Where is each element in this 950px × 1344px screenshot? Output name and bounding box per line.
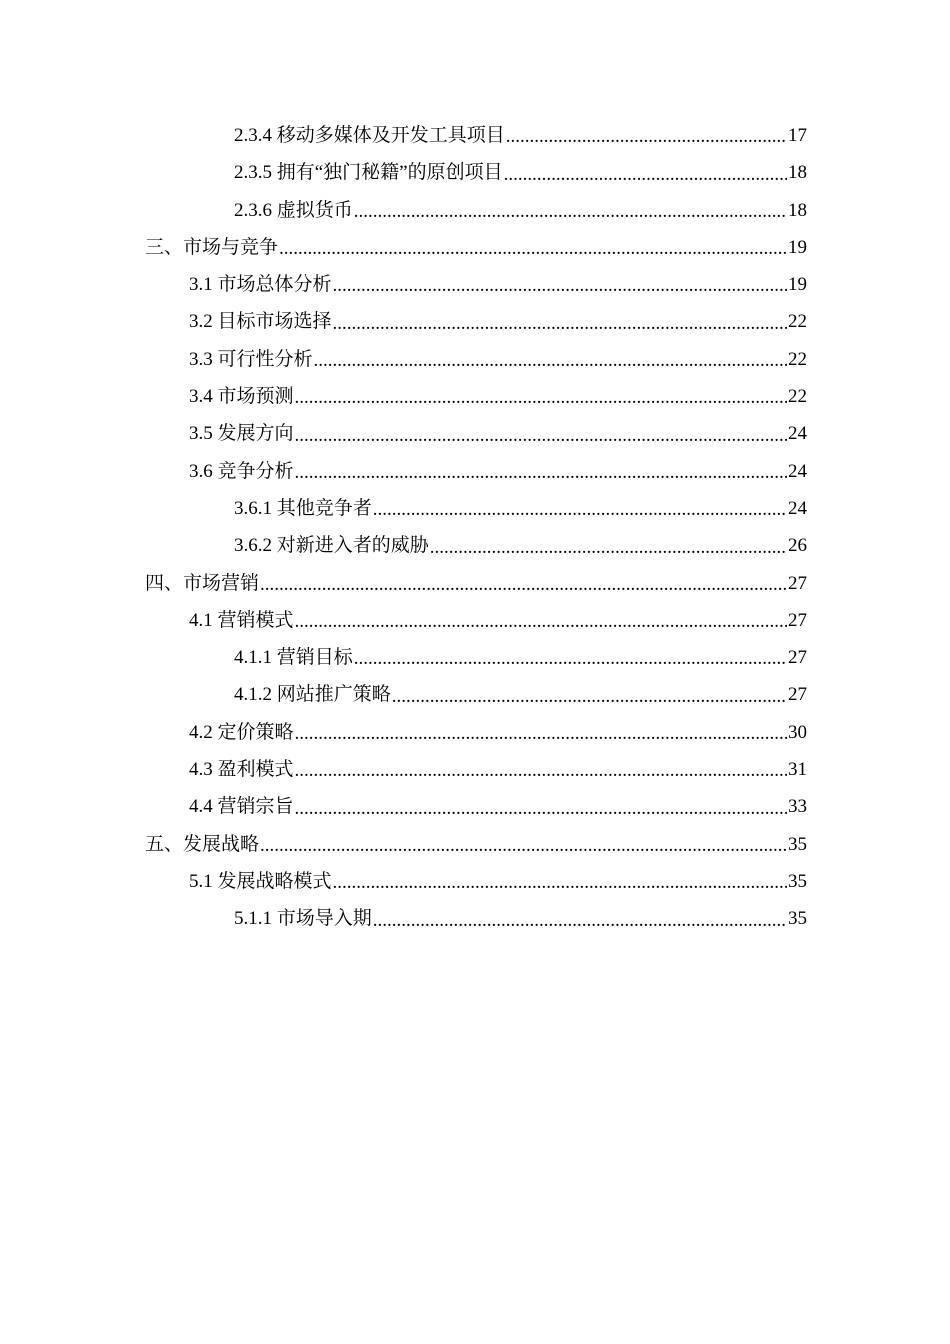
toc-entry[interactable] [145, 117, 807, 154]
toc-entry-title: 2.3.6 虚拟货币 [234, 199, 353, 221]
toc-entry[interactable] [145, 453, 807, 490]
toc-entry-page-number: 19 [788, 236, 807, 258]
toc-entry[interactable] [145, 676, 807, 713]
toc-dot-leader [354, 192, 787, 229]
toc-entry[interactable] [145, 639, 807, 676]
toc-entry-title: 4.2 定价策略 [189, 721, 294, 743]
toc-entry-page-number: 24 [788, 423, 807, 445]
toc-entry[interactable] [145, 378, 807, 415]
toc-entry-title: 4.1.1 营销目标 [234, 647, 353, 669]
toc-entry-page-number: 19 [788, 274, 807, 296]
toc-dot-leader [295, 714, 787, 751]
toc-entry-title: 3.1 市场总体分析 [189, 274, 332, 296]
toc-dot-leader [260, 826, 787, 863]
toc-entry-page-number: 22 [788, 386, 807, 408]
toc-dot-leader [295, 788, 787, 825]
toc-entry-page-number: 24 [788, 497, 807, 519]
toc-dot-leader [333, 863, 787, 900]
toc-entry-page-number: 27 [788, 572, 807, 594]
toc-dot-leader [279, 229, 787, 266]
toc-entry[interactable] [145, 341, 807, 378]
toc-entry-page-number: 24 [788, 460, 807, 482]
toc-entry[interactable] [145, 900, 807, 937]
toc-dot-leader [260, 565, 787, 602]
toc-entry-page-number: 35 [788, 908, 807, 930]
toc-entry-title: 3.3 可行性分析 [189, 348, 313, 370]
toc-entry[interactable] [145, 154, 807, 191]
toc-dot-leader [333, 266, 787, 303]
toc-entry-title: 五、发展战略 [145, 833, 260, 855]
toc-entry[interactable] [145, 863, 807, 900]
toc-dot-leader [354, 639, 787, 676]
toc-entry[interactable] [145, 266, 807, 303]
toc-dot-leader [504, 154, 787, 191]
toc-entry-page-number: 35 [788, 833, 807, 855]
toc-entry[interactable] [145, 751, 807, 788]
toc-dot-leader [506, 117, 787, 154]
toc-entry[interactable] [145, 826, 807, 863]
toc-dot-leader [373, 900, 787, 937]
toc-entry[interactable] [145, 303, 807, 340]
toc-entry-title: 3.2 目标市场选择 [189, 311, 332, 333]
toc-entry-page-number: 31 [788, 759, 807, 781]
toc-entry-page-number: 26 [788, 535, 807, 557]
toc-entry-page-number: 35 [788, 870, 807, 892]
toc-dot-leader [333, 303, 787, 340]
toc-entry-page-number: 33 [788, 796, 807, 818]
toc-entry-title: 四、市场营销 [145, 572, 260, 594]
toc-entry[interactable] [145, 714, 807, 751]
toc-entry[interactable] [145, 415, 807, 452]
toc-entry-page-number: 27 [788, 609, 807, 631]
toc-entry-title: 3.4 市场预测 [189, 386, 294, 408]
toc-entry[interactable] [145, 490, 807, 527]
toc-entry[interactable] [145, 229, 807, 266]
toc-entry-page-number: 22 [788, 311, 807, 333]
toc-entry-title: 4.4 营销宗旨 [189, 796, 294, 818]
toc-entry-title: 2.3.5 拥有“独门秘籍”的原创项目 [234, 162, 503, 184]
toc-dot-leader [295, 415, 787, 452]
toc-entry-title: 三、市场与竞争 [145, 236, 279, 258]
toc-dot-leader [295, 751, 787, 788]
toc-entry-title: 4.1 营销模式 [189, 609, 294, 631]
table-of-contents [145, 117, 807, 938]
toc-entry[interactable] [145, 565, 807, 602]
toc-entry-title: 4.1.2 网站推广策略 [234, 684, 391, 706]
toc-entry-page-number: 18 [788, 162, 807, 184]
toc-entry-title: 3.6 竞争分析 [189, 460, 294, 482]
toc-entry-page-number: 27 [788, 684, 807, 706]
toc-dot-leader [392, 676, 787, 713]
toc-entry-title: 2.3.4 移动多媒体及开发工具项目 [234, 125, 505, 146]
toc-entry-page-number: 30 [788, 721, 807, 743]
toc-entry-page-number: 18 [788, 199, 807, 221]
toc-entry[interactable] [145, 192, 807, 229]
toc-entry[interactable] [145, 602, 807, 639]
toc-entry-title: 5.1.1 市场导入期 [234, 908, 372, 930]
toc-entry-page-number: 22 [788, 348, 807, 370]
toc-entry-title: 3.6.1 其他竞争者 [234, 497, 372, 519]
toc-dot-leader [314, 341, 787, 378]
toc-entry-title: 4.3 盈利模式 [189, 759, 294, 781]
toc-entry-title: 5.1 发展战略模式 [189, 870, 332, 892]
toc-entry-page-number: 17 [788, 125, 807, 146]
toc-dot-leader [295, 453, 787, 490]
toc-dot-leader [430, 527, 787, 564]
toc-entry-page-number: 27 [788, 647, 807, 669]
toc-dot-leader [373, 490, 787, 527]
toc-dot-leader [295, 378, 787, 415]
toc-entry[interactable] [145, 527, 807, 564]
toc-entry-title: 3.6.2 对新进入者的威胁 [234, 535, 429, 557]
toc-entry-title: 3.5 发展方向 [189, 423, 294, 445]
toc-entry[interactable] [145, 788, 807, 825]
toc-dot-leader [295, 602, 787, 639]
